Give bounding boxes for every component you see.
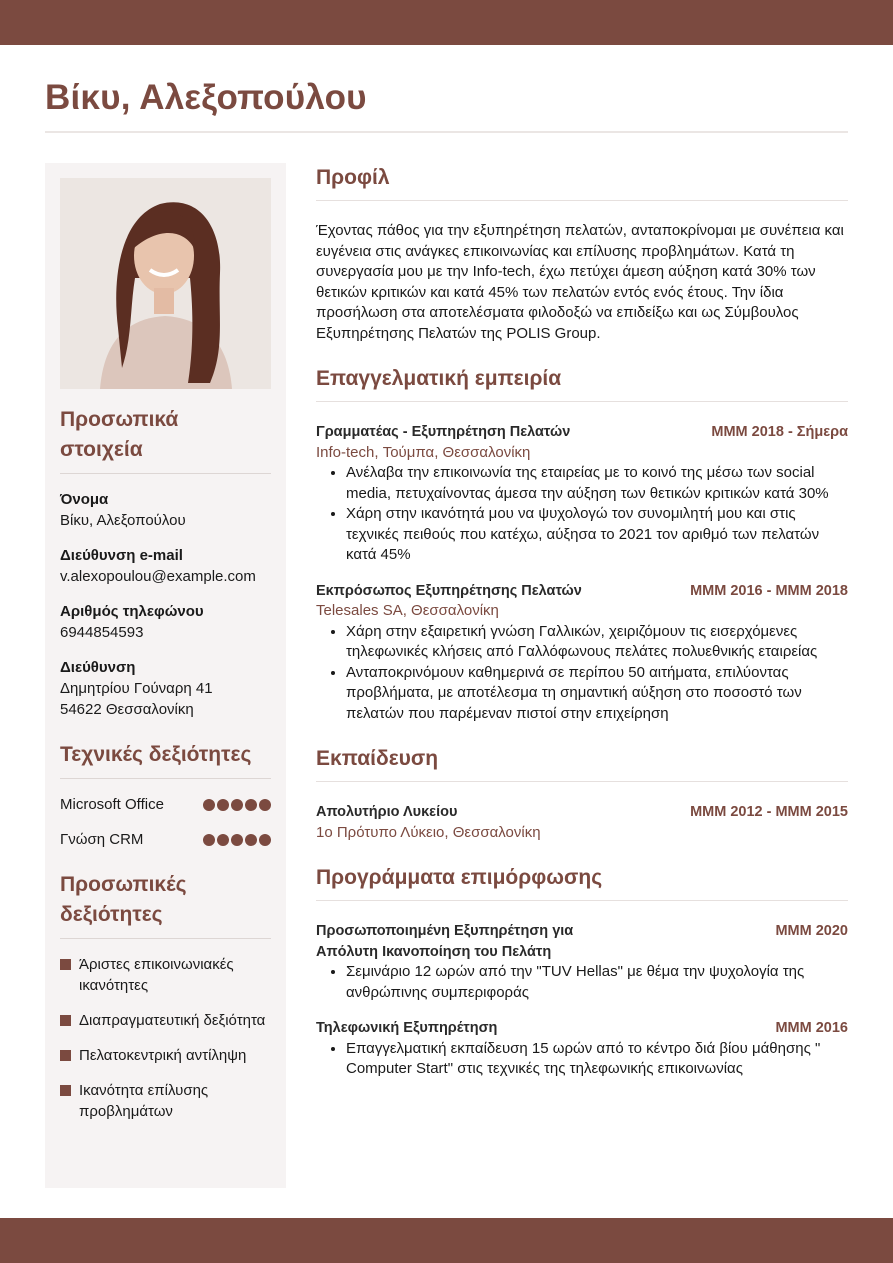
training-bullets (316, 962, 848, 1003)
job-title: Εκπρόσωπος Εξυπηρέτησης Πελατών (316, 582, 582, 599)
job-bullets (316, 622, 848, 725)
tech-skill-name: Γνώση CRM (60, 831, 144, 848)
info-value: Βίκυ, Αλεξοπούλου (60, 512, 186, 529)
square-bullet-icon (60, 959, 71, 970)
level-dot-icon (245, 834, 257, 846)
info-address (60, 657, 271, 720)
training-divider (316, 900, 848, 901)
square-bullet-icon (60, 1015, 71, 1026)
training-title-line: Προσωποποιημένη Εξυπηρέτηση για (316, 923, 574, 939)
personal-info-divider (60, 473, 271, 474)
tech-skill-name: Microsoft Office (60, 796, 164, 813)
name-divider (45, 131, 848, 133)
level-dot-icon (231, 834, 243, 846)
info-label: Διεύθυνση e-mail (60, 547, 183, 564)
personal-skill-text: Διαπραγματευτική δεξιότητα (79, 1012, 266, 1029)
level-dot-icon (259, 834, 271, 846)
training-date: ΜΜΜ 2020 (775, 923, 848, 939)
info-label: Διεύθυνση (60, 659, 136, 676)
training-title (316, 921, 573, 962)
level-dot-icon (217, 834, 229, 846)
experience-section (316, 364, 848, 724)
personal-skill-text: Ικανότητα επίλυσης προβλημάτων (79, 1082, 209, 1120)
tech-skills-divider (60, 778, 271, 779)
experience-heading: Επαγγελματική εμπειρία (316, 367, 562, 390)
training-bullets (316, 1039, 848, 1080)
email-value[interactable]: v.alexopoulou@example.com (60, 568, 256, 585)
job-company: Info-tech, Τούμπα, Θεσσαλονίκη (316, 443, 531, 461)
top-banner (0, 0, 893, 45)
profile-photo (60, 178, 271, 389)
info-phone (60, 601, 271, 643)
tech-skill-row (60, 794, 271, 815)
info-label: Όνομα (60, 491, 109, 508)
personal-skill-item (60, 1045, 271, 1066)
training-title-line: Απόλυτη Ικανοποίηση του Πελάτη (316, 943, 552, 960)
tech-skills-heading: Τεχνικές δεξιότητες (60, 743, 252, 766)
degree-title: Απολυτήριο Λυκείου (316, 804, 458, 820)
training-section (316, 863, 848, 1080)
job-date: ΜΜΜ 2018 - Σήμερα (711, 424, 848, 440)
personal-skill-item (60, 1010, 271, 1031)
info-label: Αριθμός τηλεφώνου (60, 603, 204, 620)
personal-skill-item (60, 1080, 271, 1122)
personal-skill-text: Πελατοκεντρική αντίληψη (79, 1047, 247, 1064)
level-dot-icon (231, 799, 243, 811)
resume-name: Βίκυ, Αλεξοπούλου (45, 78, 367, 117)
school-name: 1ο Πρότυπο Λύκειο, Θεσσαλονίκη (316, 823, 541, 841)
bullet-item: • Επαγγελματική εκπαίδευση 15 ωρών από το κέντρο διά βίου μάθησης " Computer Start" στις τεχνικές της τηλεφωνικής επικοινωνίας (346, 1039, 848, 1080)
education-section (316, 744, 848, 843)
level-dot-icon (245, 799, 257, 811)
experience-divider (316, 401, 848, 402)
profile-section (316, 163, 848, 344)
main-content (316, 163, 848, 1080)
experience-entry (316, 581, 848, 725)
job-title: Γραμματέας - Εξυπηρέτηση Πελατών (316, 424, 571, 440)
bullet-item: • Χάρη στην εξαιρετική γνώση Γαλλικών, χειριζόμουν τις εισερχόμενες τηλεφωνικές κλήσεις από Γαλλόφωνους πελάτες πολυεθνικής εταιρείας (346, 622, 848, 663)
job-bullets (316, 463, 848, 566)
job-date: ΜΜΜ 2016 - ΜΜΜ 2018 (690, 582, 848, 599)
bottom-banner (0, 1218, 893, 1263)
level-dot-icon (203, 799, 215, 811)
info-email (60, 545, 271, 587)
info-name (60, 489, 271, 531)
training-date: ΜΜΜ 2016 (775, 1020, 848, 1036)
training-entry (316, 1018, 848, 1080)
education-divider (316, 781, 848, 782)
personal-skill-item (60, 954, 271, 996)
square-bullet-icon (60, 1050, 71, 1061)
level-dot-icon (203, 834, 215, 846)
bullet-item: • Ανταποκρινόμουν καθημερινά σε περίπου 50 αιτήματα, επιλύοντας προβλήματα, με αποτέλεσμα τη σημαντική αύξηση στο ποσοστό των πελατών που παρέμεναν πιστοί στην επιχείρηση (346, 663, 848, 725)
bullet-item: • Ανέλαβα την επικοινωνία της εταιρείας με το κοινό της μέσω των social media, πετυχαίνοντας άμεσα την αύξηση των θετικών κριτικών κατά 30% (346, 463, 848, 504)
profile-text: Έχοντας πάθος για την εξυπηρέτηση πελατών, ανταποκρίνομαι με συνέπεια και ευγένεια στις ανάγκες επικοινωνίας και επίλυσης προβλημάτων. Κατά τη συνεργασία μου με την Info-tech, έχω πετύχει άμεση αύξηση κατά 30% των θετικών κριτικών και κατά 45% των πελατών εντός ενός έτους. Την ίδια προσήλωση στα αποτελέσματα φιλοδοξώ να επιδείξω και ως Σύμβουλος Εξυπηρέτησης Πελατών της POLIS Group. (316, 222, 844, 342)
education-heading: Εκπαίδευση (316, 747, 439, 770)
portrait-image (60, 178, 271, 389)
personal-info-heading: Προσωπικά στοιχεία (60, 408, 179, 461)
address-line: Δημητρίου Γούναρη 41 (60, 680, 213, 697)
profile-divider (316, 200, 848, 201)
job-company: Telesales SA, Θεσσαλονίκη (316, 602, 499, 619)
bullet-item: • Σεμινάριο 12 ωρών από την "TUV Hellas" με θέμα την ψυχολογία της ανθρώπινης συμπεριφοράς (346, 962, 848, 1003)
skill-level-dots (203, 834, 271, 846)
sidebar (45, 163, 286, 1188)
level-dot-icon (217, 799, 229, 811)
tech-skill-row (60, 829, 271, 850)
bullet-item: • Χάρη στην ικανότητά μου να ψυχολογώ τον συνομιλητή μου και στις τεχνικές πειθούς που κατέχω, αύξησα το 2021 τον αριθμό των πελατών κατά 45% (346, 504, 848, 566)
personal-skills-divider (60, 938, 271, 939)
training-heading: Προγράμματα επιμόρφωσης (316, 866, 603, 889)
experience-entry (316, 422, 848, 566)
personal-skills-heading: Προσωπικές δεξιότητες (60, 873, 187, 926)
address-line: 54622 Θεσσαλονίκη (60, 701, 194, 718)
training-entry (316, 921, 848, 1003)
profile-heading: Προφίλ (316, 166, 390, 189)
education-date: ΜΜΜ 2012 - ΜΜΜ 2015 (690, 804, 848, 820)
level-dot-icon (259, 799, 271, 811)
training-title: Τηλεφωνική Εξυπηρέτηση (316, 1020, 498, 1036)
phone-value: 6944854593 (60, 624, 144, 641)
personal-skill-text: Άριστες επικοινωνιακές ικανότητες (79, 956, 234, 994)
square-bullet-icon (60, 1085, 71, 1096)
skill-level-dots (203, 799, 271, 811)
education-entry (316, 802, 848, 843)
